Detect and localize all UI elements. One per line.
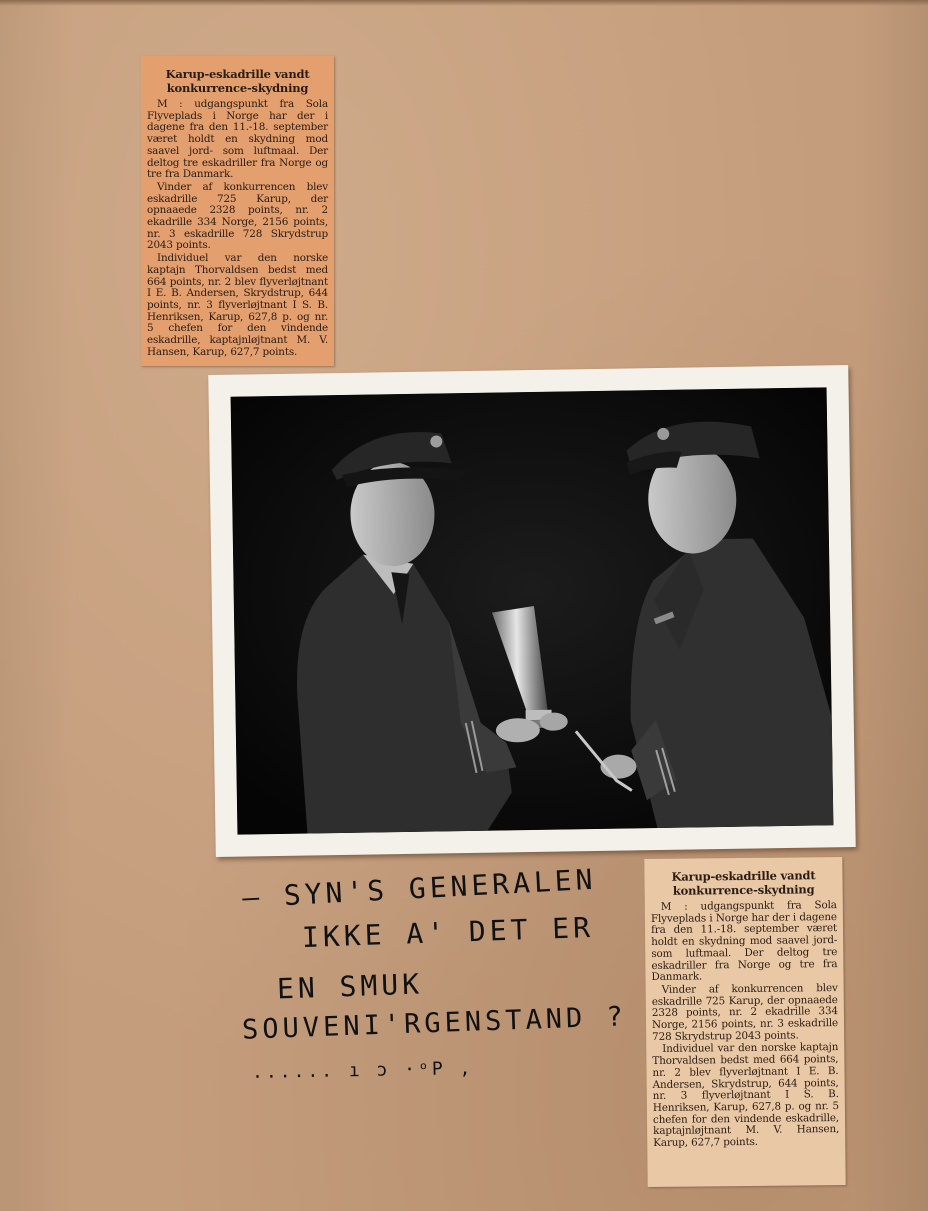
clipping-title-line-2: konkurrence-skydning [166, 81, 309, 95]
clipping-title-line-2: konkurrence-skydning [672, 882, 815, 898]
clipping-title [650, 868, 836, 898]
clipping-paragraph: Individuel var den norske kaptajn Thorvaldsen bedst med 664 points, nr. 2 blev flyverløjtnant I E. B. Andersen, Skrydstrup, 644 points, nr. 3 flyverløjtnant I S. B. Henriksen, Karup, 627,8 p. og nr. 5 chefen for den vindende eskadrille, kaptajnløjtnant M. V. Hansen, Karup, 627,7 points. [147, 252, 328, 358]
clipping-paragraph: Vinder af konkurrencen blev eskadrille 725 Karup, der opnaaede 2328 points, nr. 2 ekadrille 334 Norge, 2156 points, nr. 3 eskadrille 728 Skrydstrup 2043 points. [147, 180, 328, 252]
clipping-title-line-1: Karup-eskadrille vandt [671, 868, 816, 884]
newspaper-clipping-top [141, 56, 334, 366]
handwritten-line-5: ...... ı ɔ ·ᵒP , [251, 1058, 474, 1083]
handwritten-line-4: SOUVENI'RGENSTAND ? [241, 1001, 628, 1046]
page-edge [0, 0, 928, 6]
clipping-paragraph: M : udgangspunkt fra Sola Flyveplads i Norge har der i dagene fra den 11.-18. september været holdt en skydning mod saavel jord- som luftmaal. Der deltog tre eskadriller fra Norge og tre fra Danmark. [650, 899, 838, 984]
clipping-paragraph: Vinder af konkurrencen blev eskadrille 725 Karup, der opnaaede 2328 points, nr. 2 ekadrille 334 Norge, 2156 points, nr. 3 eskadrille 728 Skrydstrup 2043 points. [651, 981, 839, 1043]
handwritten-line-1: — SYN'S GENERALEN [241, 862, 598, 915]
clipping-title [147, 67, 328, 95]
photograph [231, 387, 834, 834]
photo-frame [208, 365, 855, 857]
clipping-paragraph: Individuel var den norske kaptajn Thorvaldsen bedst med 664 points, nr. 2 blev flyverløjtnant I E. B. Andersen, Skrydstrup, 644 points, nr. 3 flyverløjtnant I S. B. Henriksen, Karup, 627,8 p. og nr. 5 chefen for den vindende eskadrille, kaptajnløjtnant M. V. Hansen, Karup, 627,7 points. [652, 1041, 840, 1150]
clipping-title-line-1: Karup-eskadrille vandt [165, 67, 310, 81]
handwritten-line-2: IKKE A' DET ER [301, 910, 595, 955]
clipping-paragraph: M : udgangspunkt fra Sola Flyveplads i Norge har der i dagene fra den 11.-18. september været holdt en skydning mod saavel jord- som luftmaal. Der deltog tre eskadriller fra Norge og tre fra Danmark. [147, 98, 328, 181]
newspaper-clipping-bottom [644, 857, 845, 1187]
handwritten-line-3: EN SMUK [276, 967, 424, 1006]
photo-illustration [231, 387, 834, 834]
handwritten-caption [232, 860, 632, 1100]
